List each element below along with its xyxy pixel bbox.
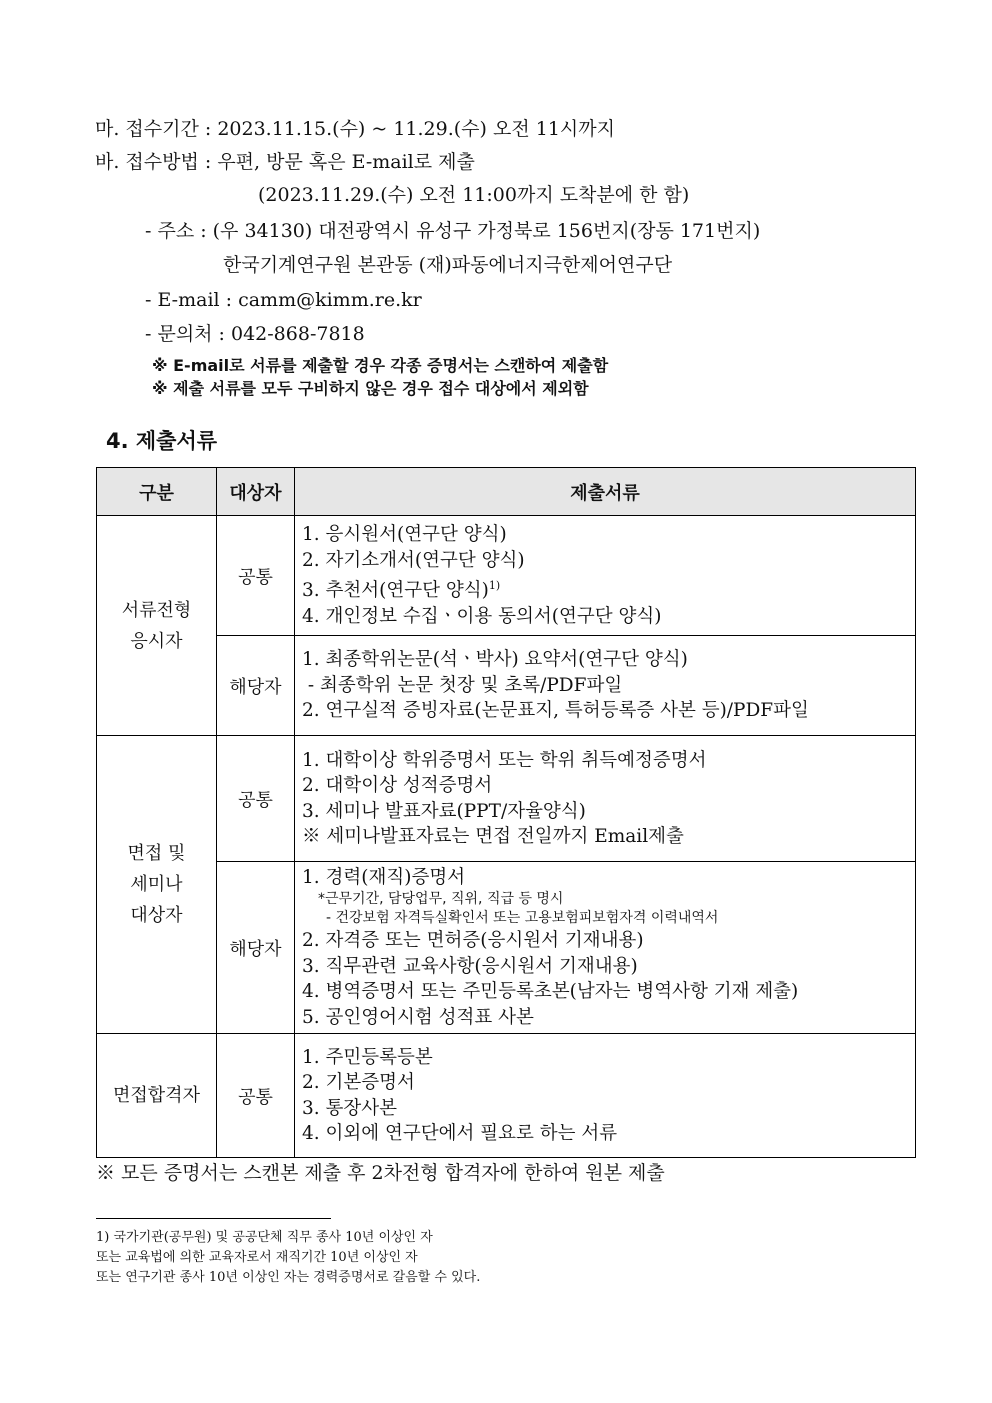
table-row bbox=[97, 862, 916, 1034]
receipt-deadline: (2023.11.29.(수) 오전 11:00까지 도착분에 한 함) bbox=[258, 184, 690, 206]
table-header-row bbox=[97, 468, 916, 516]
list-item: 1. 주민등록등본 bbox=[302, 1046, 433, 1068]
list-item: 3. 직무관련 교육사항(응시원서 기재내용) bbox=[302, 955, 638, 977]
table-row bbox=[97, 516, 916, 636]
section-title: 4. 제출서류 bbox=[106, 429, 218, 453]
list-item: 1. 경력(재직)증명서 bbox=[302, 866, 466, 888]
list-item: 2. 연구실적 증빙자료(논문표지, 특허등록증 사본 등)/PDF파일 bbox=[302, 700, 809, 722]
address-line: - 주소 : (우 34130) 대전광역시 유성구 가정북로 156번지(장동 171번지) bbox=[145, 220, 761, 242]
documents-cell bbox=[295, 862, 916, 1034]
list-item: 2. 자격증 또는 면허증(응시원서 기재내용) bbox=[302, 930, 644, 952]
table-row bbox=[97, 636, 916, 736]
list-item: 2. 기본증명서 bbox=[302, 1072, 415, 1094]
email-line: - E-mail : camm@kimm.re.kr bbox=[145, 289, 422, 311]
list-item: 3. 추천서(연구단 양식)$^{1)}$ bbox=[302, 579, 501, 602]
header-documents: 제출서류 bbox=[295, 468, 916, 516]
target-cell: 공통 bbox=[217, 1034, 295, 1158]
category-label: 응시자 bbox=[130, 630, 183, 652]
table-row bbox=[97, 1034, 916, 1158]
target-cell: 해당자 bbox=[217, 636, 295, 736]
category-label: 면접합격자 bbox=[113, 1085, 200, 1107]
list-item: 4. 개인정보 수집ㆍ이용 동의서(연구단 양식) bbox=[302, 605, 662, 627]
documents-cell bbox=[295, 1034, 916, 1158]
footnote-line: 또는 교육법에 의한 교육자로서 재직기간 10년 이상인 자 bbox=[96, 1250, 418, 1265]
list-item: ※ 세미나발표자료는 면접 전일까지 Email제출 bbox=[302, 826, 684, 848]
category-label: 서류전형 bbox=[121, 599, 192, 621]
documents-cell bbox=[295, 736, 916, 862]
list-subitem: *근무기간, 담당업무, 직위, 직급 등 명시 bbox=[318, 891, 564, 908]
target-cell: 해당자 bbox=[217, 862, 295, 1034]
list-item: 4. 병역증명서 또는 주민등록초본(남자는 병역사항 기재 제출) bbox=[302, 981, 799, 1003]
receipt-period: 마. 접수기간 : 2023.11.15.(수) ~ 11.29.(수) 오전 11시까지 bbox=[95, 118, 615, 140]
documents-table bbox=[96, 467, 916, 1158]
category-label: 대상자 bbox=[130, 905, 183, 927]
category-cell bbox=[97, 516, 217, 736]
list-item: 5. 공인영어시험 성적표 사본 bbox=[302, 1006, 534, 1028]
footnote-mark: 1) bbox=[488, 579, 501, 592]
category-label: 면접 및 bbox=[127, 843, 186, 865]
note-scan: ※ E-mail로 서류를 제출할 경우 각종 증명서는 스캔하여 제출함 bbox=[152, 356, 609, 375]
list-item: 2. 자기소개서(연구단 양식) bbox=[302, 549, 525, 571]
category-cell bbox=[97, 1034, 217, 1158]
footnote-line: 또는 연구기관 종사 10년 이상인 자는 경력증명서로 갈음할 수 있다. bbox=[96, 1270, 481, 1285]
header-category: 구분 bbox=[97, 468, 217, 516]
table-row bbox=[97, 736, 916, 862]
documents-cell bbox=[295, 516, 916, 636]
note-exclude: ※ 제출 서류를 모두 구비하지 않은 경우 접수 대상에서 제외함 bbox=[152, 379, 589, 398]
list-item: 3. 세미나 발표자료(PPT/자율양식) bbox=[302, 800, 586, 822]
footnote-divider bbox=[96, 1218, 331, 1219]
target-cell: 공통 bbox=[217, 736, 295, 862]
list-item: - 최종학위 논문 첫장 및 초록/PDF파일 bbox=[302, 674, 623, 696]
target-cell: 공통 bbox=[217, 516, 295, 636]
contact-line: - 문의처 : 042-868-7818 bbox=[145, 323, 365, 345]
list-item: 1. 최종학위논문(석ㆍ박사) 요약서(연구단 양식) bbox=[302, 649, 688, 671]
list-item: 2. 대학이상 성적증명서 bbox=[302, 775, 493, 797]
list-item: 4. 이외에 연구단에서 필요로 하는 서류 bbox=[302, 1123, 618, 1145]
list-item: 1. 대학이상 학위증명서 또는 학위 취득예정증명서 bbox=[302, 749, 707, 771]
address-org: 한국기계연구원 본관동 (재)파동에너지극한제어연구단 bbox=[223, 254, 673, 276]
original-submission-note: ※ 모든 증명서는 스캔본 제출 후 2차전형 합격자에 한하여 원본 제출 bbox=[96, 1162, 665, 1184]
category-label: 세미나 bbox=[130, 874, 183, 896]
category-cell bbox=[97, 736, 217, 1034]
list-item: 1. 응시원서(연구단 양식) bbox=[302, 524, 507, 545]
receipt-method: 바. 접수방법 : 우편, 방문 혹은 E-mail로 제출 bbox=[95, 151, 475, 173]
header-target: 대상자 bbox=[217, 468, 295, 516]
footnote-line: 1) 국가기관(공무원) 및 공공단체 직무 종사 10년 이상인 자 bbox=[96, 1230, 433, 1245]
documents-cell bbox=[295, 636, 916, 736]
list-item: 3. 통장사본 bbox=[302, 1097, 398, 1119]
list-subitem: - 건강보험 자격득실확인서 또는 고용보험피보험자격 이력내역서 bbox=[326, 910, 719, 927]
